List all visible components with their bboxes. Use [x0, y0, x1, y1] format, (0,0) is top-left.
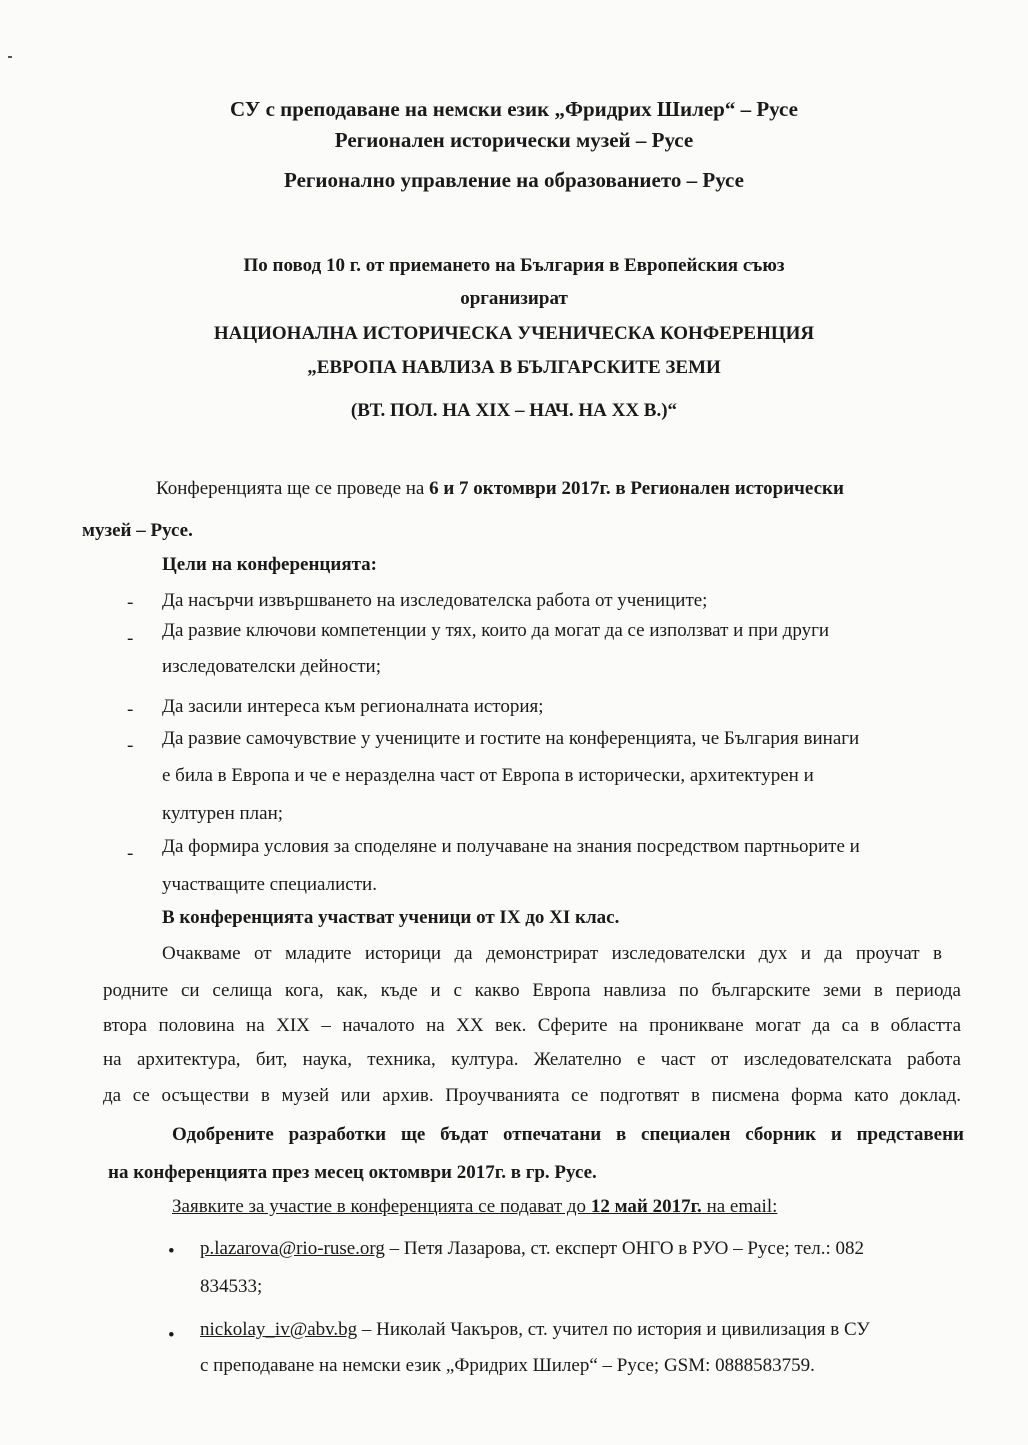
goal-2: Да развие ключови компетенции у тях, които да могат да се използват и при други — [162, 620, 830, 641]
scan-speck — [8, 56, 12, 58]
conference-title: НАЦИОНАЛНА ИСТОРИЧЕСКА УЧЕНИЧЕСКА КОНФЕРЕНЦИЯ — [213, 323, 815, 344]
occasion-text: По повод 10 г. от приемането на България в Европейския съюз — [243, 255, 785, 276]
goal-2-cont: изследователски дейности; — [162, 656, 381, 677]
venue-prefix: Конференцията ще се проведе на — [156, 478, 430, 499]
goals-heading: Цели на конференцията: — [162, 554, 378, 575]
contact-2 — [200, 1318, 870, 1342]
list-dash: - — [127, 735, 134, 756]
goal-1: Да насърчи извършването на изследователска работа от учениците; — [162, 590, 708, 611]
venue-place: музей – Русе. — [82, 520, 193, 541]
bullet-icon: • — [168, 1325, 175, 1346]
conference-period: (ВТ. ПОЛ. НА XIX – НАЧ. НА XX В.)“ — [350, 400, 678, 421]
list-dash: - — [127, 843, 134, 864]
organize-text: организират — [460, 288, 568, 309]
list-dash: - — [127, 699, 134, 720]
contact-2-cont: с преподаване на немски език „Фридрих Шилер“ – Русе; GSM: 0888583759. — [200, 1355, 815, 1376]
goal-5: Да формира условия за споделяне и получаване на знания посредством партньорите и — [162, 836, 860, 857]
expect-line: да се осъществи в музей или архив. Проучванията се подготвят в писмена форма като доклад. — [103, 1085, 961, 1106]
venue-line — [156, 477, 844, 501]
bullet-icon: • — [168, 1241, 175, 1262]
contact-1-email-link[interactable]: p.lazarova@rio-ruse.org — [200, 1238, 385, 1259]
participants-text: В конференцията участват ученици от IX до XI клас. — [162, 907, 620, 928]
expect-line: на архитектура, бит, наука, техника, култура. Желателно е част от изследователската работа — [103, 1049, 961, 1070]
header-museum: Регионален исторически музей – Русе — [334, 128, 694, 152]
applications-text — [172, 1195, 777, 1219]
applications-prefix: Заявките за участие в конференцията се подават до — [172, 1196, 591, 1217]
applications-deadline: 12 май 2017г. — [590, 1196, 702, 1217]
expect-line: втора половина на XIX – началото на XX век. Сферите на проникване могат да са в областта — [103, 1015, 961, 1036]
contact-1 — [200, 1237, 864, 1261]
goal-4-cont: е била в Европа и че е неразделна част от Европа в исторически, архитектурен и — [162, 765, 814, 786]
venue-dates: 6 и 7 октомври 2017г. в Регионален исторически — [429, 478, 844, 499]
contact-1-cont: 834533; — [200, 1276, 263, 1297]
goal-4: Да развие самочувствие у учениците и гостите на конференцията, че България винаги — [162, 728, 860, 749]
contact-2-email-link[interactable]: nickolay_iv@abv.bg — [200, 1319, 358, 1340]
applications-suffix: на email: — [701, 1196, 778, 1217]
list-dash: - — [127, 628, 134, 649]
goal-5-cont: участващите специалисти. — [162, 874, 377, 895]
goal-4-end: културен план; — [162, 803, 284, 824]
contact-1-details: – Петя Лазарова, ст. експерт ОНГО в РУО – Русе; тел.: 082 — [384, 1238, 865, 1259]
approved-line: Одобрените разработки ще бъдат отпечатани в специален сборник и представени — [172, 1124, 964, 1145]
contact-2-details: – Николай Чакъров, ст. учител по история и цивилизация в СУ — [357, 1319, 870, 1340]
approved-line-2: на конференцията през месец октомври 2017г. в гр. Русе. — [108, 1162, 597, 1183]
expect-line: Очакваме от младите историци да демонстрират изследователски дух и да проучат в — [162, 943, 942, 964]
header-school: СУ с преподаване на немски език „Фридрих Шилер“ – Русе — [230, 97, 798, 121]
goal-3: Да засили интереса към регионалната история; — [162, 696, 544, 717]
header-rue: Регионално управление на образованието – Русе — [284, 168, 744, 192]
expect-line: родните си селища кога, как, къде и с какво Европа навлиза по българските земи в периода — [103, 980, 961, 1001]
conference-subtitle: „ЕВРОПА НАВЛИЗА В БЪЛГАРСКИТЕ ЗЕМИ — [307, 357, 721, 378]
list-dash: - — [127, 592, 134, 613]
